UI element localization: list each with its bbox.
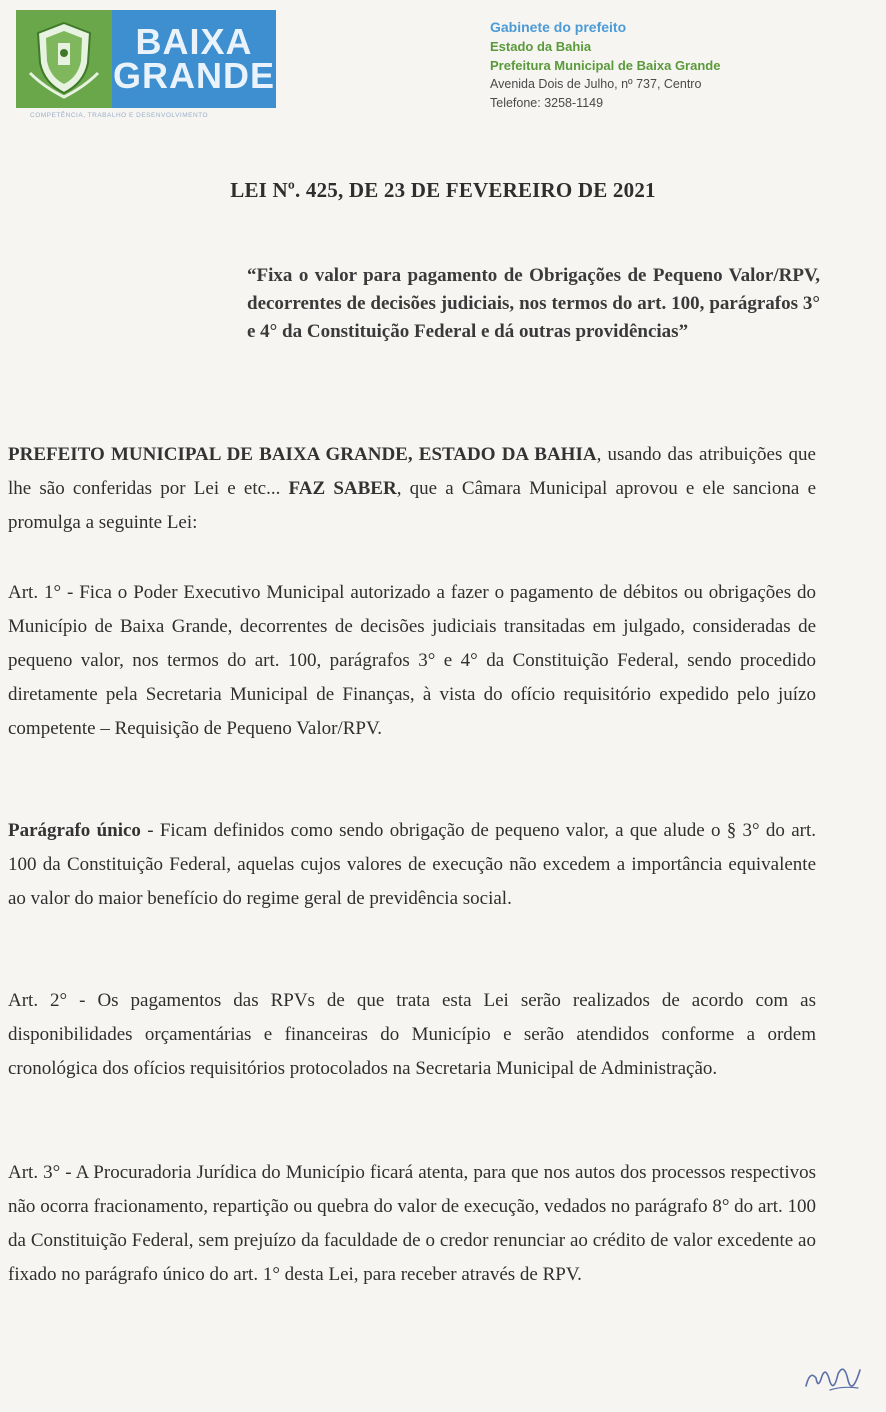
law-title: LEI Nº. 425, DE 23 DE FEVEREIRO DE 2021 xyxy=(230,178,656,202)
logo-line-2: GRANDE xyxy=(112,55,275,96)
phone: Telefone: 3258-1149 xyxy=(490,96,604,110)
logo-line-1: BAIXA xyxy=(135,21,253,62)
baixa-grande-logo xyxy=(16,10,276,108)
single-paragraph-label: Parágrafo único xyxy=(8,820,141,841)
signature-initials xyxy=(800,1356,864,1400)
single-paragraph xyxy=(8,814,816,916)
address: Avenida Dois de Julho, nº 737, Centro xyxy=(490,77,702,91)
city-hall-name: Prefeitura Municipal de Baixa Grande xyxy=(490,58,721,73)
preamble-paragraph xyxy=(8,438,816,540)
article-2: Art. 2° - Os pagamentos das RPVs de que trata esta Lei serão realizados de acordo com as disponibilidades orçamentárias e financeiras do Município e serão atendidos conforme a ordem cronológica dos ofícios requisitórios protocolados na Secretaria Municipal de Administração. xyxy=(8,990,816,1079)
office-name: Gabinete do prefeito xyxy=(490,19,627,35)
logo-wordmark xyxy=(112,10,276,108)
preamble-text-2: , que a Câmara Municipal aprovou e ele sanciona e promulga a seguinte Lei: xyxy=(8,478,817,533)
article-1: Art. 1° - Fica o Poder Executivo Municipal autorizado a fazer o pagamento de débitos ou obrigações do Município de Baixa Grande, decorrentes de decisões judiciais transitadas em julgado, consideradas de pequeno valor, nos termos do art. 100, parágrafos 3° e 4° da Constituição Federal, sendo procedido diretamente pela Secretaria Municipal de Finanças, à vista do ofício requisitório expedido pelo juízo competente – Requisição de Pequeno Valor/RPV. xyxy=(8,582,816,739)
letterhead-info xyxy=(490,18,720,113)
preamble-text-1: , usando das atribuições que lhe são conferidas por Lei e etc... xyxy=(8,444,816,499)
coat-of-arms-icon xyxy=(16,10,112,108)
state-name: Estado da Bahia xyxy=(490,39,592,54)
preamble-authority: PREFEITO MUNICIPAL DE BAIXA GRANDE, ESTADO DA BAHIA xyxy=(8,444,597,465)
article-3: Art. 3° - A Procuradoria Jurídica do Município ficará atenta, para que nos autos dos processos respectivos não ocorra fracionamento, repartição ou quebra do valor de execução, vedados no parágrafo 8° do art. 100 da Constituição Federal, sem prejuízo da faculdade de o credor renunciar ao crédito de valor excedente ao fixado no parágrafo único do art. 1° desta Lei, para receber através de RPV. xyxy=(8,1162,816,1285)
single-paragraph-text: - Ficam definidos como sendo obrigação de pequeno valor, a que alude o § 3° do art. 100 da Constituição Federal, aquelas cujos valores de execução não excedem a importância equivalente ao valor do maior benefício do regime geral de previdência social. xyxy=(8,820,816,909)
law-summary: “Fixa o valor para pagamento de Obrigações de Pequeno Valor/RPV, decorrentes de decisões judiciais, nos termos do art. 100, parágrafos 3° e 4° da Constituição Federal e dá outras providências” xyxy=(247,265,820,342)
preamble-faz-saber: FAZ SABER xyxy=(288,478,397,499)
logo-tagline: COMPETÊNCIA, TRABALHO E DESENVOLVIMENTO xyxy=(30,112,209,119)
